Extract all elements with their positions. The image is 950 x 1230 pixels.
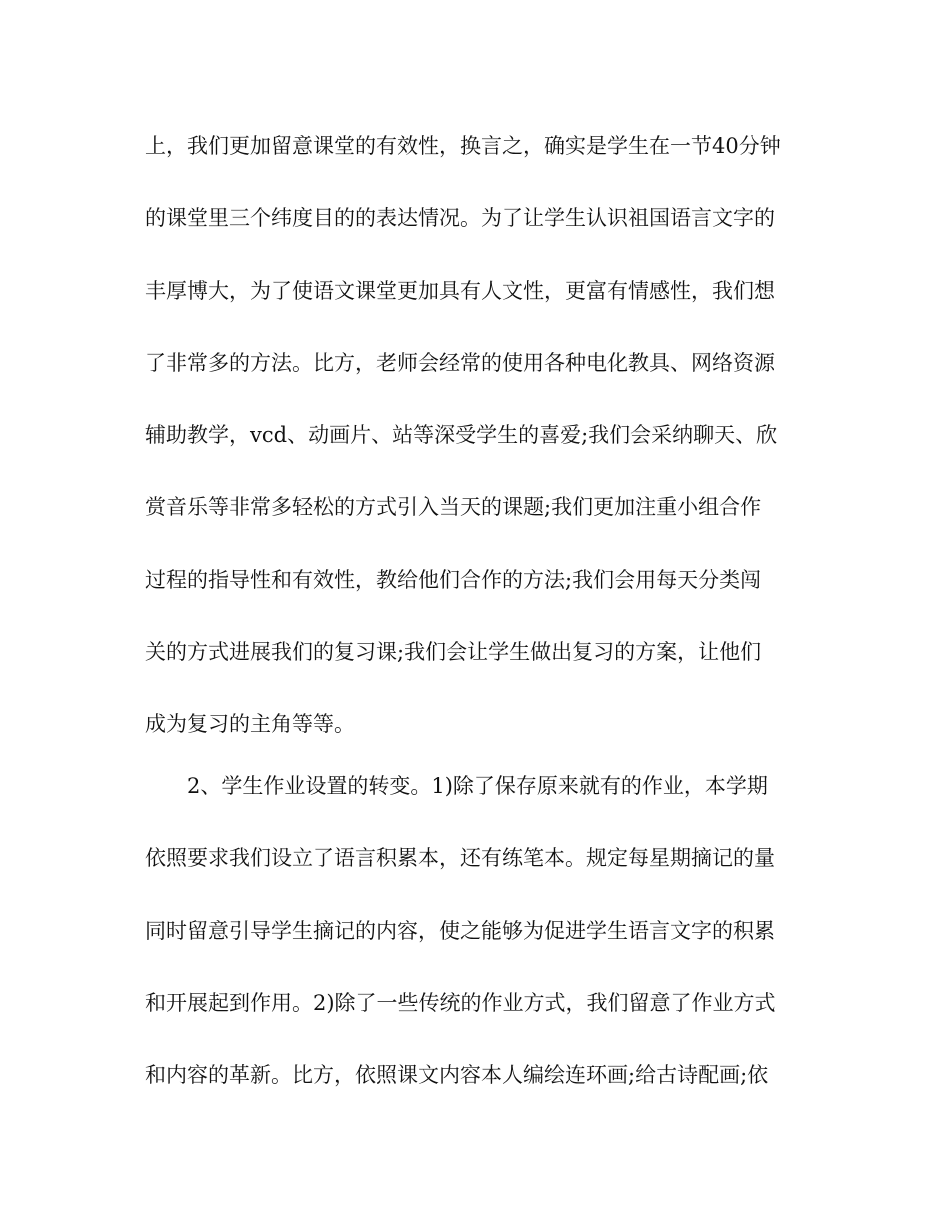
- paragraph-first-line: 2、学生作业设置的转变。1)除了保存原来就有的作业，本学期: [187, 774, 768, 798]
- text-line: 丰厚博大，为了使语文课堂更加具有人文性，更富有情感性，我们想: [145, 279, 775, 303]
- text-line: 赏音乐等非常多轻松的方式引入当天的课题;我们更加注重小组合作: [145, 495, 762, 519]
- text-line: 成为复习的主角等等。: [145, 712, 355, 736]
- text-line: 同时留意引导学生摘记的内容，使之能够为促进学生语言文字的积累: [145, 919, 775, 943]
- text-line: 了非常多的方法。比方，老师会经常的使用各种电化教具、网络资源: [145, 351, 775, 375]
- text-line: 和内容的革新。比方，依照课文内容本人编绘连环画;给古诗配画;依: [145, 1063, 769, 1087]
- text-line: 关的方式进展我们的复习课;我们会让学生做出复习的方案，让他们: [145, 640, 762, 664]
- text-line: 的课堂里三个纬度目的的表达情况。为了让学生认识祖国语言文字的: [145, 206, 775, 230]
- text-line: 依照要求我们设立了语言积累本，还有练笔本。规定每星期摘记的量: [145, 846, 775, 870]
- text-line: 和开展起到作用。2)除了一些传统的作业方式，我们留意了作业方式: [145, 991, 776, 1015]
- text-line: 过程的指导性和有效性，教给他们合作的方法;我们会用每天分类闯: [145, 568, 762, 592]
- text-line: 辅助教学，vcd、动画片、站等深受学生的喜爱;我们会采纳聊天、欣: [145, 423, 778, 447]
- text-line: 上，我们更加留意课堂的有效性，换言之，确实是学生在一节40分钟: [145, 134, 781, 158]
